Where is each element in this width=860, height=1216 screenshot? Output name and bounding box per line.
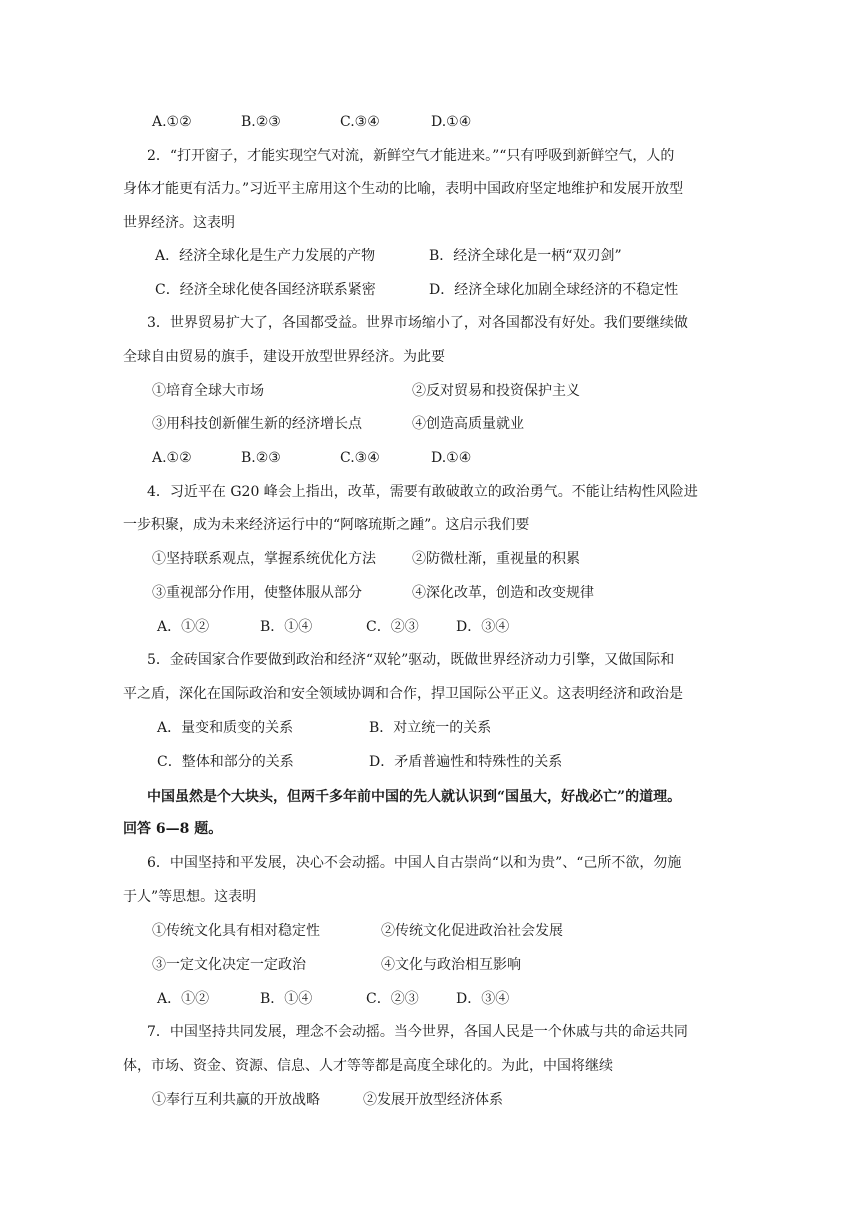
q5-stem-line-2: 平之盾，深化在国际政治和安全领域协调和合作，捍卫国际公平正义。这表明经济和政治是 [123, 686, 683, 702]
q4-options [157, 616, 509, 638]
q6-item-4: ④文化与政治相互影响 [381, 957, 521, 973]
q3-option-b: B.②③ [241, 450, 281, 466]
q2-option-a: A．经济全球化是生产力发展的产物 [155, 248, 376, 264]
q3-options [152, 447, 471, 469]
q3-item-2: ②反对贸易和投资保护主义 [412, 383, 580, 399]
q7-item-1: ①奉行互利共赢的开放战略 [152, 1092, 320, 1108]
q2-stem-line-1: 2．“打开窗子，才能实现空气对流，新鲜空气才能进来。”“只有呼吸到新鲜空气，人的 [147, 148, 675, 164]
q3-option-a: A.①② [152, 450, 192, 466]
q6-options [157, 988, 509, 1010]
q4-item-2: ②防微杜渐，重视量的积累 [412, 551, 580, 567]
q7-stem-line-2: 体，市场、资金、资源、信息、人才等等都是高度全球化的。为此，中国将继续 [123, 1058, 613, 1074]
q4-item-3: ③重视部分作用，使整体服从部分 [152, 585, 362, 601]
q2-option-c: C．经济全球化使各国经济联系紧密 [155, 282, 376, 298]
q4-item-1: ①坚持联系观点，掌握系统优化方法 [152, 551, 376, 567]
section-heading-line-1: 中国虽然是个大块头，但两千多年前中国的先人就认识到“国虽大，好战必亡”的道理。 [147, 789, 682, 805]
q3-item-3: ③用科技创新催生新的经济增长点 [152, 416, 362, 432]
q6-item-3: ③一定文化决定一定政治 [152, 957, 306, 973]
q2-option-d: D．经济全球化加剧全球经济的不稳定性 [429, 282, 679, 298]
q1-option-c: C.③④ [340, 114, 380, 130]
q2-stem-line-2: 身体才能更有活力。”习近平主席用这个生动的比喻，表明中国政府坚定地维护和发展开放型 [123, 181, 684, 197]
q4-stem-line-2: 一步积聚，成为未来经济运行中的“阿喀琉斯之踵”。这启示我们要 [123, 517, 530, 533]
q1-option-a: A.①② [152, 114, 192, 130]
q4-option-d: D．③④ [456, 619, 510, 635]
q5-option-a: A．量变和质变的关系 [157, 720, 294, 736]
q4-option-b: B．①④ [260, 619, 313, 635]
q3-item-1: ①培育全球大市场 [152, 383, 264, 399]
q5-option-b: B．对立统一的关系 [369, 720, 492, 736]
q4-item-4: ④深化改革，创造和改变规律 [412, 585, 594, 601]
q2-option-b: B．经济全球化是一柄“双刃剑” [429, 248, 622, 264]
q7-item-2: ②发展开放型经济体系 [363, 1092, 503, 1108]
q6-item-2: ②传统文化促进政治社会发展 [381, 923, 563, 939]
q3-stem-line-2: 全球自由贸易的旗手，建设开放型世界经济。为此要 [123, 349, 445, 365]
q6-option-d: D．③④ [456, 991, 510, 1007]
q4-option-a: A．①② [157, 619, 210, 635]
q5-stem-line-1: 5．金砖国家合作要做到政治和经济“双轮”驱动，既做世界经济动力引擎，又做国际和 [147, 652, 675, 668]
section-heading-line-2: 回答 6—8 题。 [123, 821, 223, 837]
q2-stem-line-3: 世界经济。这表明 [123, 215, 235, 231]
q1-options [152, 111, 471, 133]
q7-stem-line-1: 7．中国坚持共同发展，理念不会动摇。当今世界，各国人民是一个休戚与共的命运共同 [147, 1024, 688, 1040]
q3-option-d: D.①④ [431, 450, 472, 466]
q1-option-d: D.①④ [431, 114, 472, 130]
q5-option-c: C．整体和部分的关系 [157, 754, 294, 770]
q6-option-c: C．②③ [366, 991, 419, 1007]
q6-stem-line-1: 6．中国坚持和平发展，决心不会动摇。中国人自古崇尚“以和为贵”、“己所不欲，勿施 [147, 855, 682, 871]
q3-item-4: ④创造高质量就业 [412, 416, 524, 432]
q3-option-c: C.③④ [340, 450, 380, 466]
q4-stem-line-1: 4．习近平在 G20 峰会上指出，改革，需要有敢破敢立的政治勇气。不能让结构性风险进 [147, 484, 698, 500]
q5-option-d: D．矛盾普遍性和特殊性的关系 [369, 754, 563, 770]
q6-option-a: A．①② [157, 991, 210, 1007]
q6-option-b: B．①④ [260, 991, 313, 1007]
q1-option-b: B.②③ [241, 114, 281, 130]
q4-option-c: C．②③ [366, 619, 419, 635]
q6-stem-line-2: 于人”等思想。这表明 [123, 889, 257, 905]
q3-stem-line-1: 3．世界贸易扩大了，各国都受益。世界市场缩小了，对各国都没有好处。我们要继续做 [147, 315, 688, 331]
q6-item-1: ①传统文化具有相对稳定性 [152, 923, 320, 939]
